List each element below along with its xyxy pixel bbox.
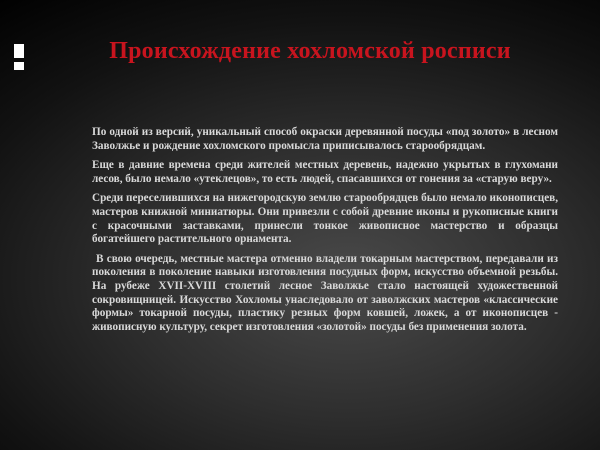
- slide-accent-bar-top: [14, 44, 24, 58]
- slide-body: [92, 126, 558, 340]
- paragraph-4: В свою очередь, местные мастера отменно владели токарным мастерством, передавали из поколения в поколение навыки изготовления посудных форм, искусство объемной резьбы. На рубеже XVII-XVIII столетий лесное Заволжье стало настоящей художественной сокровищницей. Искусство Хохломы унаследовало от заволжских мастеров «классические формы» токарной посуды, пластику резных форм ковшей, ложек, а от иконописцев - живописную культуру, секрет изготовления «золотой» посуды без применения золота.: [92, 252, 558, 333]
- slide-accent-bar-bottom: [14, 62, 24, 70]
- paragraph-1: По одной из версий, уникальный способ окраски деревянной посуды «под золото» в лесном Заволжье и рождение хохломского промысла приписывалось старообрядцам.: [92, 126, 558, 152]
- slide-title: Происхождение хохломской росписи: [109, 38, 511, 64]
- paragraph-3: Среди переселившихся на нижегородскую землю старообрядцев было немало иконописцев, мастеров книжной миниатюры. Они привезли с собой древние иконы и рукописные книги с красочными заставками, принесли тонкое живописное мастерство и образцы богатейшего растительного орнамента.: [92, 192, 558, 246]
- paragraph-2: Еще в давние времена среди жителей местных деревень, надежно укрытых в глухомани лесов, было немало «утеклецов», то есть людей, спасавшихся от гонения за «старую веру».: [92, 159, 558, 185]
